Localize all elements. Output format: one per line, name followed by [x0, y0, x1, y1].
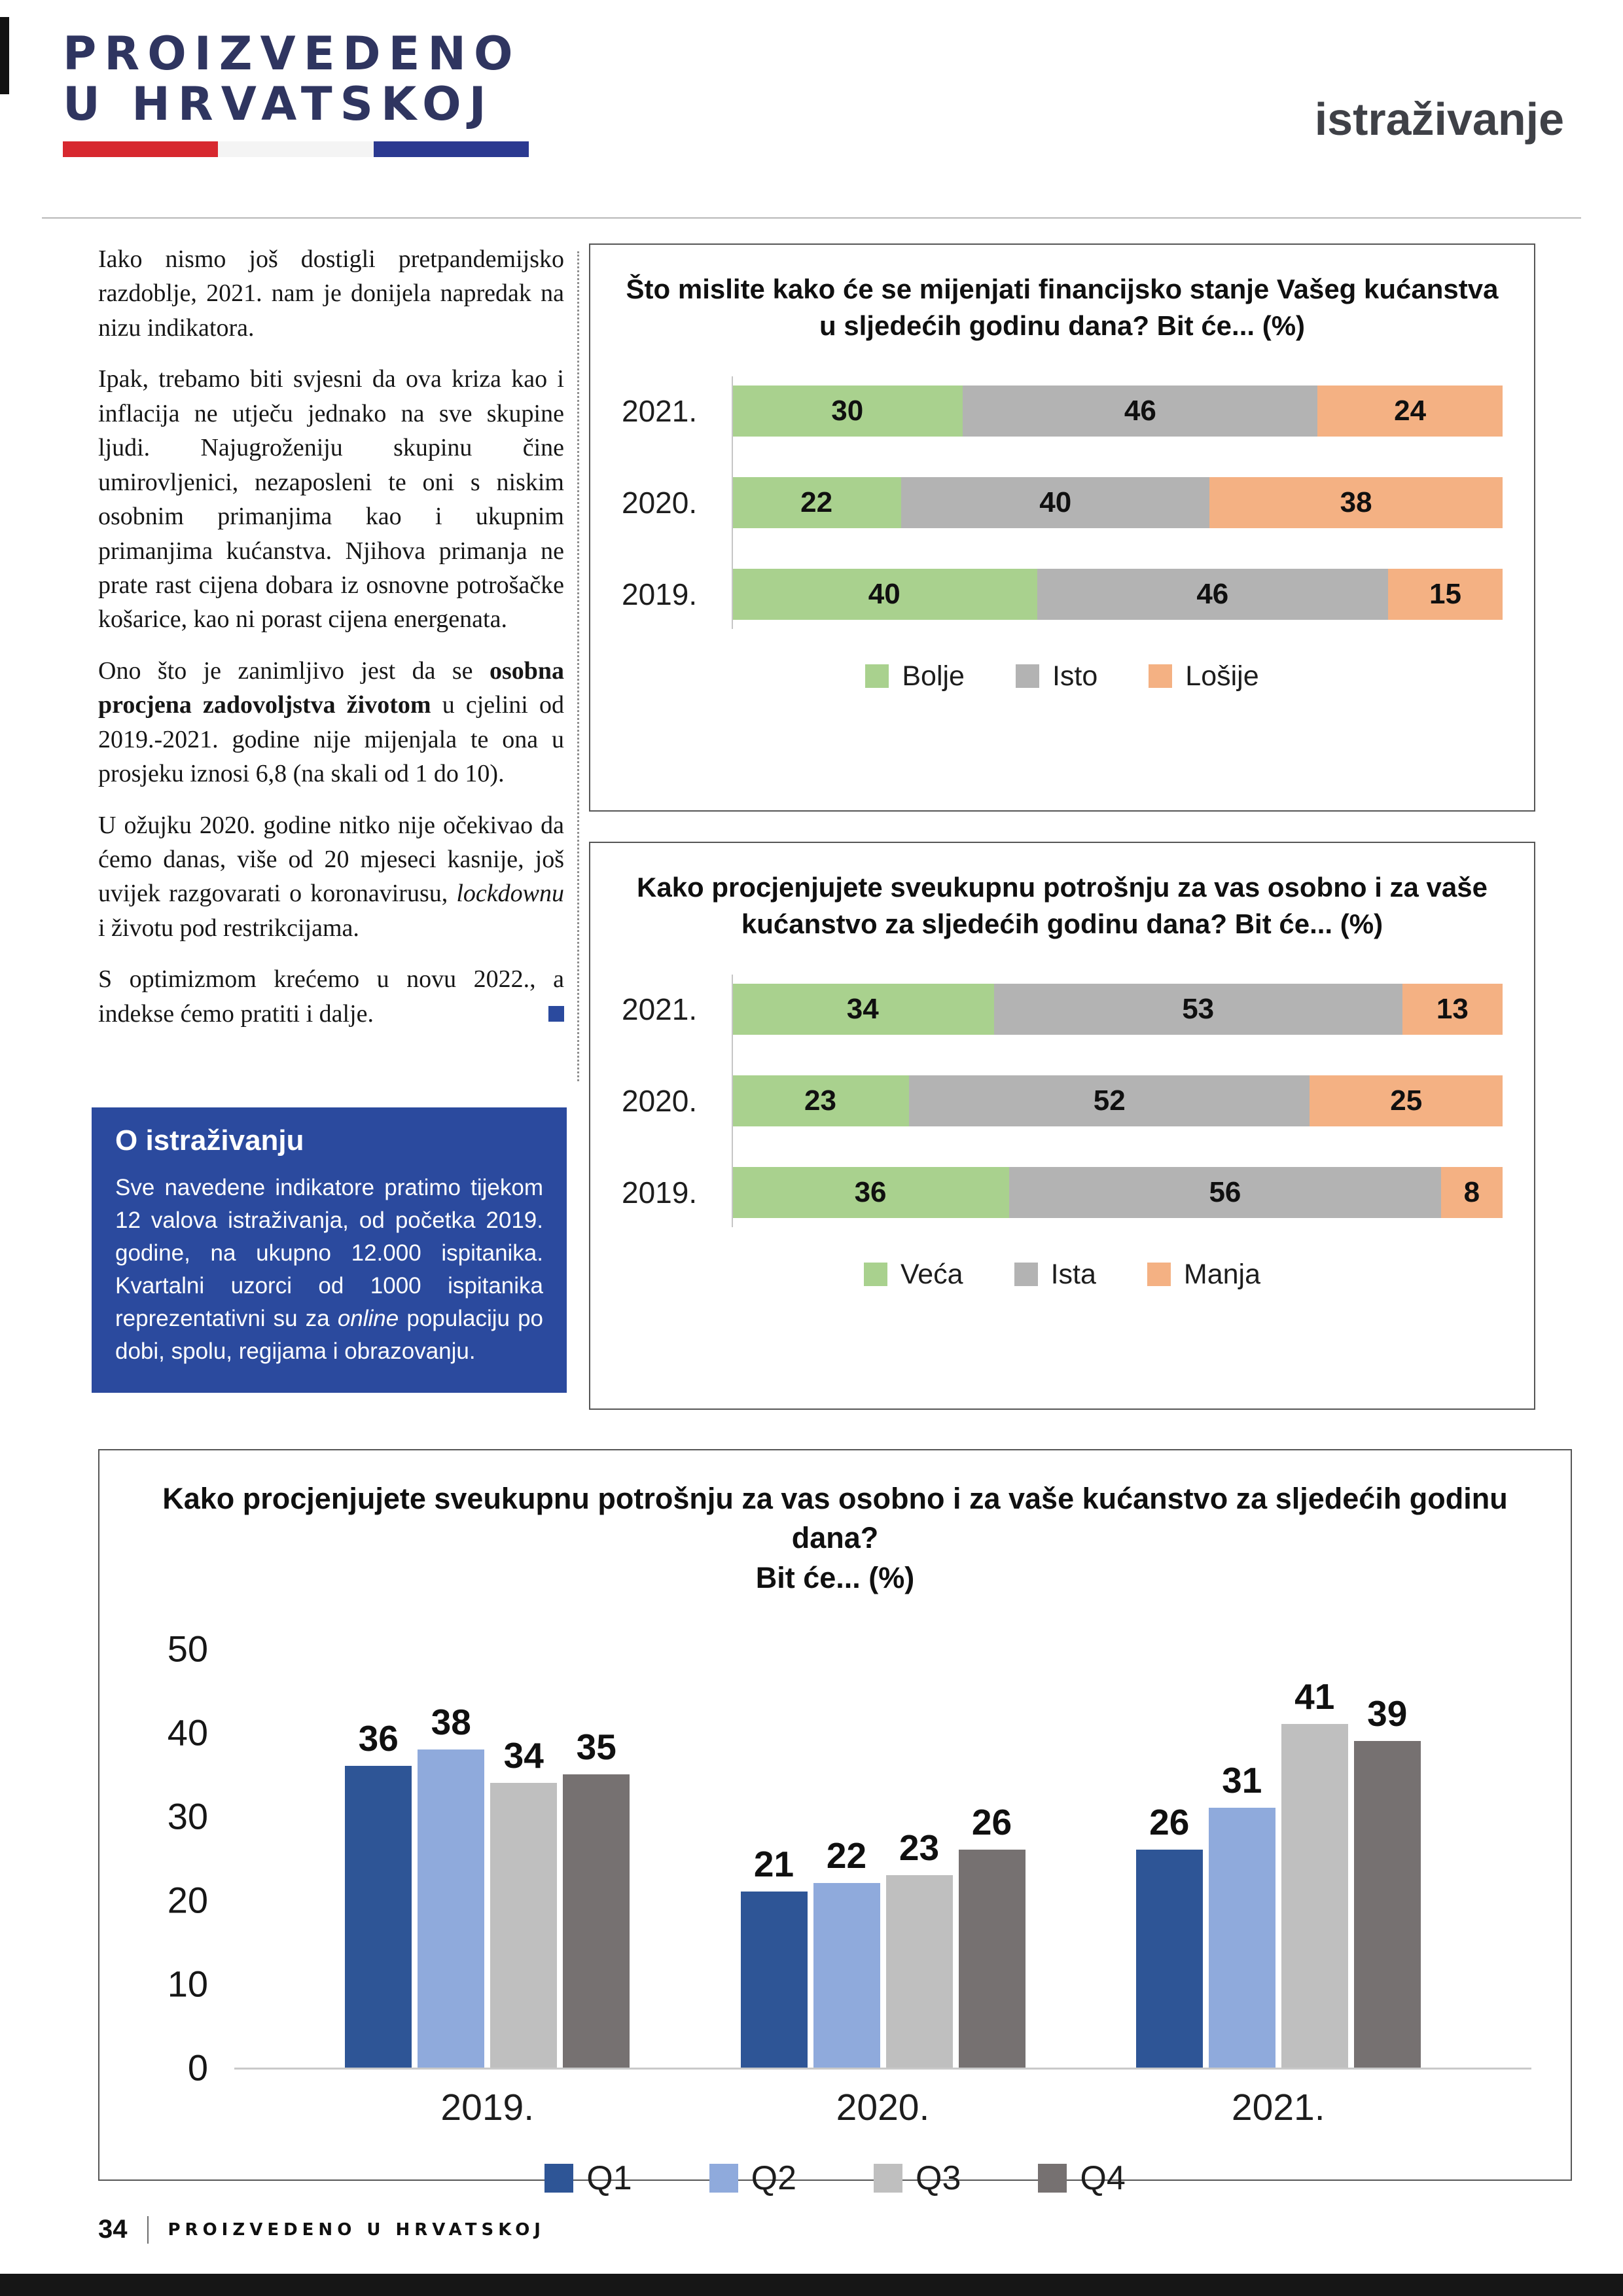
- bar-value-label: 15: [1429, 577, 1461, 610]
- bar-q1: [345, 1718, 412, 2068]
- legend-label: Manja: [1183, 1258, 1261, 1290]
- category-label: 2019.: [622, 577, 698, 611]
- bar-segment-manja: [1441, 1167, 1503, 1218]
- chart-legend: [622, 1259, 1503, 1291]
- article-paragraph: [98, 362, 564, 637]
- chart-card-spending-by-quarter: [98, 1449, 1572, 2197]
- paragraph-text: S optimizmom krećemo u novu 2022., a indekse ćemo pratiti i dalje.: [98, 965, 564, 1028]
- bar-q3: [490, 1734, 557, 2068]
- bar-value-label: 25: [1390, 1084, 1423, 1117]
- bar-value-label: 46: [1124, 394, 1156, 427]
- grouped-bar-chart-area: [139, 1628, 1531, 2128]
- bar-value-label: 56: [1209, 1175, 1241, 1208]
- category-label: 2020.: [622, 485, 698, 520]
- page-bottom-bar: [0, 2274, 1623, 2296]
- about-box-title: O istraživanju: [115, 1124, 304, 1157]
- about-box-text: Sve navedene indikatore pratimo tijekom 12 valova istraživanja, od početka 2019. godine, na ukupno 12.000 ispitanika. Kvartalni uzorci od 1000 ispitanika reprezentativni su za: [115, 1175, 543, 1332]
- chart-title: [622, 271, 1503, 345]
- y-axis-tick-label: 40: [167, 1712, 208, 1753]
- chart-title-line: Kako procjenjujete sveukupnu potrošnju za vas osobno i za vaše: [637, 872, 1488, 903]
- bar-value-label: 36: [358, 1718, 399, 1759]
- category-label: 2020.: [836, 2086, 930, 2128]
- chart-title-line: Što mislite kako će se mijenjati financijsko stanje Vašeg kućanstva: [626, 274, 1499, 304]
- category-label: 2021.: [622, 393, 698, 428]
- chart-row: [622, 984, 1503, 1035]
- brand-logo: [63, 29, 529, 157]
- legend-label: Q3: [916, 2159, 961, 2197]
- bar-q3: [886, 1827, 953, 2068]
- bar-segment-manja: [1402, 984, 1503, 1035]
- footer-divider: [147, 2216, 149, 2244]
- bar-value-label: 22: [826, 1835, 867, 1876]
- bar-segment-ista: [1009, 1167, 1441, 1218]
- bar-segment-isto: [901, 477, 1209, 528]
- paragraph-text: u cjelini od 2019.-2021. godine nije mijenjala te ona u prosjeku iznosi 6,8 (na skali od 1 do 10).: [98, 691, 564, 788]
- paragraph-text: U ožujku 2020. godine nitko nije očekivao da ćemo danas, više od 20 mjeseci kasnije, još uvijek razgovarati o koronavirusu,: [98, 811, 564, 908]
- bar-value-label: 39: [1367, 1693, 1408, 1734]
- paragraph-text: i životu pod restrikcijama.: [98, 914, 359, 942]
- category-label: 2019.: [622, 1175, 698, 1210]
- about-research-box: [92, 1107, 567, 1393]
- chart-row: [622, 1075, 1503, 1126]
- about-box-body: [115, 1172, 543, 1368]
- bar-value-label: 24: [1394, 394, 1427, 427]
- flag-stripe-white: [218, 141, 373, 157]
- legend-label: Ista: [1050, 1258, 1096, 1290]
- stacked-bar: [732, 1167, 1503, 1218]
- y-axis-tick-label: 30: [167, 1795, 208, 1837]
- legend-label: Q1: [586, 2159, 632, 2197]
- page-footer: [98, 2215, 545, 2244]
- about-box-italic-text: online: [337, 1306, 399, 1332]
- bar-segment-ista: [909, 1075, 1310, 1126]
- article-paragraph: [98, 654, 564, 791]
- bar-value-label: 38: [1340, 486, 1372, 518]
- article-paragraph: [98, 242, 564, 345]
- legend-swatch: [864, 1263, 887, 1286]
- stacked-bar: [732, 984, 1503, 1035]
- bar-value-label: 53: [1182, 992, 1215, 1025]
- chart-row: [622, 1167, 1503, 1218]
- bar-q4: [959, 1802, 1026, 2068]
- bar-q4: [563, 1726, 630, 2068]
- bar-value-label: 40: [1039, 486, 1072, 518]
- legend-swatch: [1038, 2164, 1067, 2193]
- bar-segment-manja: [1310, 1075, 1503, 1126]
- bar-value-label: 41: [1294, 1676, 1335, 1717]
- page-number: 34: [98, 2215, 128, 2244]
- bar-value-label: 23: [804, 1084, 836, 1117]
- stacked-bar: [732, 1075, 1503, 1126]
- plot-area: [234, 1649, 1531, 2128]
- bar-value-label: 35: [576, 1726, 616, 1767]
- article-paragraph: [98, 962, 564, 1031]
- bar-value-label: 31: [1222, 1760, 1262, 1801]
- chart-row: [622, 386, 1503, 437]
- bar-value-label: 38: [431, 1701, 471, 1742]
- bar-q2: [418, 1701, 484, 2068]
- legend-swatch: [544, 2164, 573, 2193]
- page-edge-mark: [0, 17, 9, 94]
- chart-legend: [622, 660, 1503, 692]
- chart-title-line: Bit će... (%): [755, 1560, 915, 1594]
- legend-item: [864, 1259, 963, 1291]
- bar-segment-bolje: [732, 569, 1037, 620]
- bar-group: [345, 1649, 630, 2128]
- section-label: istraživanje: [1314, 94, 1564, 145]
- y-axis-tick-label: 20: [167, 1879, 208, 1921]
- category-label: 2019.: [440, 2086, 535, 2128]
- legend-swatch: [709, 2164, 738, 2193]
- legend-swatch: [1147, 1263, 1171, 1286]
- category-label: 2020.: [622, 1083, 698, 1118]
- logo-line-2: U HRVATSKOJ: [63, 77, 494, 131]
- bar-segment-bolje: [732, 477, 901, 528]
- legend-swatch: [865, 664, 889, 688]
- stacked-bar: [732, 386, 1503, 437]
- article-paragraph: [98, 808, 564, 946]
- column-divider: [577, 251, 579, 1081]
- legend-swatch: [1149, 664, 1172, 688]
- legend-label: Bolje: [902, 660, 965, 692]
- category-label: 2021.: [622, 992, 698, 1026]
- legend-item: [865, 660, 965, 692]
- chart-title-line: u sljedećih godinu dana? Bit će... (%): [819, 310, 1306, 342]
- chart-row: [622, 477, 1503, 528]
- stacked-bar: [732, 477, 1503, 528]
- legend-item: [1016, 660, 1097, 692]
- chart-title-line: Kako procjenjujete sveukupnu potrošnju za vas osobno i za vaše kućanstvo za sljedećih godinu dana?: [162, 1482, 1508, 1555]
- stacked-bar-rows: [622, 386, 1503, 620]
- stacked-bar-chart-financial-outlook: [622, 386, 1503, 692]
- flag-stripe-blue: [374, 141, 529, 157]
- bar-value-label: 26: [971, 1802, 1012, 1843]
- bar-q2: [813, 1835, 880, 2068]
- bar-segment-isto: [1037, 569, 1389, 620]
- y-axis-tick-label: 0: [187, 2047, 208, 2089]
- bar-value-label: 8: [1463, 1175, 1480, 1208]
- bar-segment-ista: [994, 984, 1402, 1035]
- chart-title: [139, 1479, 1531, 1598]
- chart-title-line: kućanstvo za sljedećih godinu dana? Bit će... (%): [741, 908, 1383, 940]
- legend-label: Isto: [1052, 660, 1098, 692]
- croatian-flag-stripes: [63, 141, 529, 157]
- legend-swatch: [1016, 664, 1039, 688]
- bar-value-label: 34: [846, 992, 879, 1025]
- legend-item: [1149, 660, 1258, 692]
- category-label: 2021.: [1231, 2086, 1325, 2128]
- legend-label: Q4: [1080, 2159, 1126, 2197]
- paragraph-bold-text: osobna procjena zadovoljstva životom: [98, 656, 564, 719]
- stacked-bar: [732, 569, 1503, 620]
- chart-card-spending-outlook: [589, 842, 1535, 1410]
- bar-q2: [1209, 1760, 1275, 2068]
- bar-segment-bolje: [732, 386, 963, 437]
- bar-group: [741, 1649, 1026, 2128]
- legend-item: [874, 2159, 961, 2198]
- bar-q1: [1136, 1802, 1203, 2068]
- bar-segment-isto: [963, 386, 1317, 437]
- article-column: [98, 242, 564, 1048]
- y-axis-tick-label: 10: [167, 1963, 208, 2005]
- bar-value-label: 30: [831, 394, 864, 427]
- bar-group: [1136, 1649, 1421, 2128]
- legend-swatch: [1014, 1263, 1038, 1286]
- y-axis-tick-label: 50: [167, 1628, 208, 1670]
- logo-line-1: PROIZVEDENO: [63, 27, 521, 81]
- bar-segment-veća: [732, 1075, 909, 1126]
- legend-swatch: [874, 2164, 902, 2193]
- legend-label: Veća: [900, 1258, 963, 1290]
- bar-value-label: 52: [1093, 1084, 1126, 1117]
- bar-segment-lošije: [1209, 477, 1503, 528]
- bar-segment-veća: [732, 984, 994, 1035]
- bar-value-label: 22: [800, 486, 833, 518]
- legend-item: [544, 2159, 632, 2198]
- legend-item: [1014, 1259, 1096, 1291]
- grouped-bar-chart-spending-by-quarter: [139, 1628, 1531, 2198]
- legend-label: Q2: [751, 2159, 796, 2197]
- paragraph-text: Ono što je zanimljivo jest da se: [98, 656, 490, 685]
- bar-value-label: 34: [503, 1734, 544, 1776]
- bar-value-label: 36: [854, 1175, 887, 1208]
- bar-segment-veća: [732, 1167, 1009, 1218]
- flag-stripe-red: [63, 141, 218, 157]
- bar-value-label: 23: [899, 1827, 940, 1868]
- publication-name: PROIZVEDENO U HRVATSKOJ: [168, 2219, 545, 2240]
- legend-label: Lošije: [1185, 660, 1259, 692]
- about-box-text: populaciju po dobi, spolu, regijama i obrazovanju.: [115, 1306, 544, 1365]
- paragraph-text: Ipak, trebamo biti svjesni da ova kriza kao i inflacija ne utječu jednako na sve skupine ljudi. Najugroženiju skupinu čine umirovljenici, nezaposleni te oni s niskim osobnim primanjima kao i ukupnim primanjima kućanstva. Njihova primanja ne prate rast cijena dobara iz osnovne potrošačke košarice, kao ni porast cijena energenata.: [98, 365, 564, 634]
- bar-value-label: 13: [1436, 992, 1469, 1025]
- bar-value-label: 46: [1196, 577, 1229, 610]
- paragraph-text: Iako nismo još dostigli pretpandemijsko razdoblje, 2021. nam je donijela napredak na nizu indikatora.: [98, 245, 564, 342]
- bar-value-label: 40: [868, 577, 901, 610]
- bar-q1: [741, 1844, 808, 2068]
- bar-segment-lošije: [1317, 386, 1503, 437]
- header-divider: [42, 217, 1581, 219]
- bar-value-label: 21: [753, 1844, 794, 1885]
- y-axis: [148, 1628, 234, 2089]
- stacked-bar-chart-spending-outlook: [622, 984, 1503, 1291]
- chart-row: [622, 569, 1503, 620]
- chart-legend: [139, 2159, 1531, 2198]
- chart-title: [622, 869, 1503, 943]
- end-of-article-marker: [548, 1006, 564, 1022]
- stacked-bar-rows: [622, 984, 1503, 1218]
- bar-segment-lošije: [1388, 569, 1503, 620]
- paragraph-italic-text: lockdownu: [456, 880, 564, 908]
- bar-q4: [1354, 1693, 1421, 2068]
- legend-item: [709, 2159, 796, 2198]
- legend-item: [1038, 2159, 1125, 2198]
- bar-q3: [1281, 1676, 1348, 2068]
- chart-card-financial-outlook: [589, 243, 1535, 812]
- legend-item: [1147, 1259, 1260, 1291]
- bar-value-label: 26: [1149, 1802, 1190, 1843]
